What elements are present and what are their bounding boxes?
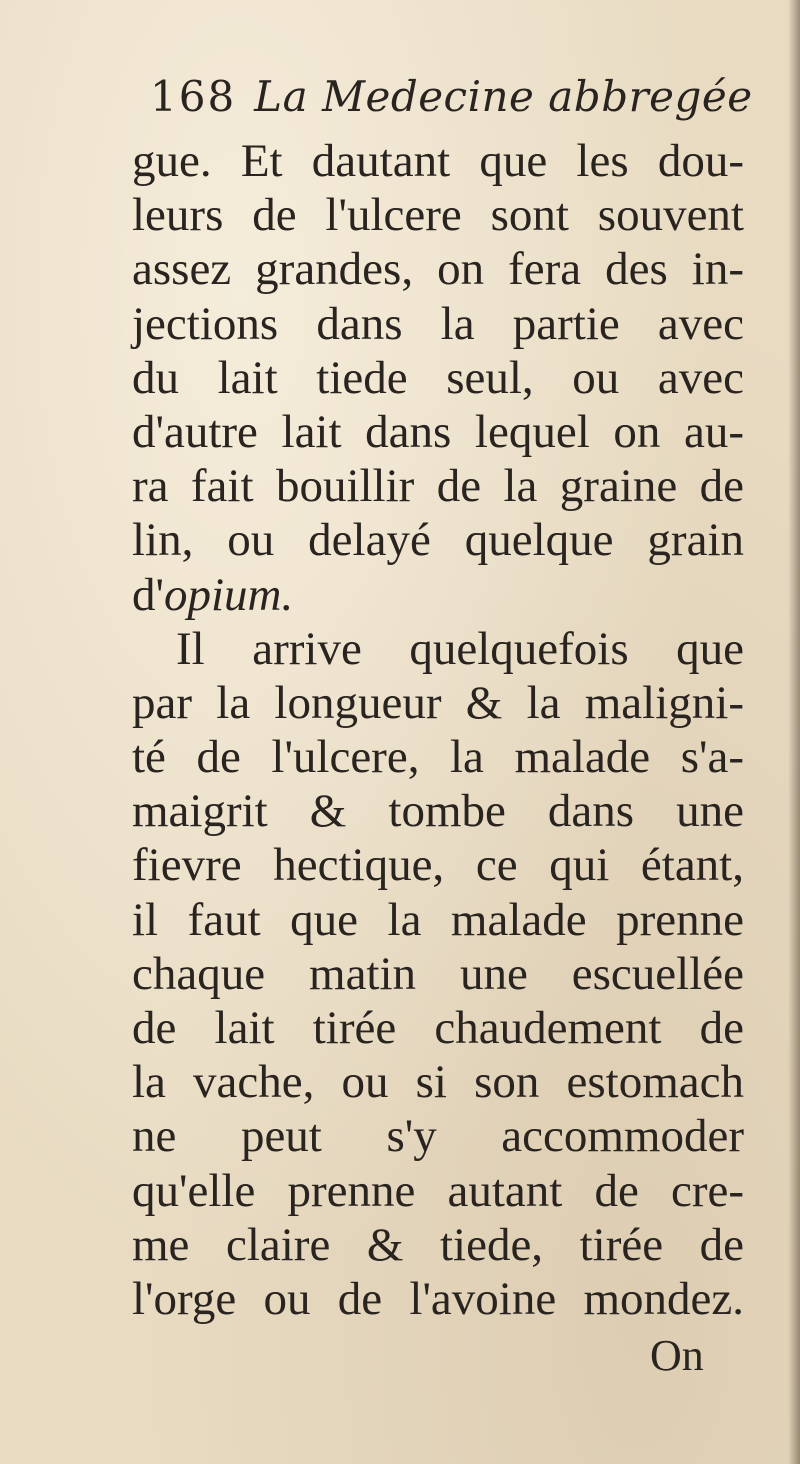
text-line: de lait tirée chaudement de <box>132 1002 744 1054</box>
text-line: il faut que la malade prenne <box>132 893 744 946</box>
text-line: d'autre lait dans lequel on au- <box>132 405 744 458</box>
text-line: leurs de l'ulcere sont souvent <box>132 189 744 242</box>
text-line: par la longueur & la maligni- <box>132 676 744 729</box>
body-text <box>132 134 744 1326</box>
text-line: Il arrive quelquefois que <box>176 622 744 675</box>
text-line: gue. Et dautant que les dou- <box>132 135 744 187</box>
catchword: On <box>650 1331 704 1380</box>
opium-word: opium. <box>163 568 294 621</box>
text-line: assez grandes, on fera des in- <box>132 243 744 296</box>
page-edge-shadow <box>788 0 800 1464</box>
text-line-opium <box>132 568 744 622</box>
text-line: la vache, ou si son estomach <box>132 1056 744 1109</box>
text-line: jections dans la partie avec <box>132 297 744 350</box>
text-line: ne peut s'y accommoder <box>132 1110 744 1163</box>
page-header <box>150 72 753 136</box>
text-line: me claire & tiede, tirée de <box>132 1218 744 1271</box>
text-line: ra fait bouillir de la graine de <box>132 460 744 513</box>
text-line: lin, ou delayé quelque grain <box>132 514 744 567</box>
text-line: l'orge ou de l'avoine mondez. <box>132 1272 744 1325</box>
opium-prefix: d' <box>132 568 164 621</box>
text-line: qu'elle prenne autant de cre- <box>132 1164 744 1217</box>
text-line: maigrit & tombe dans une <box>132 785 744 838</box>
text-line: fievre hectique, ce qui étant, <box>132 839 744 892</box>
page-number: 168 <box>150 72 237 121</box>
text-line: du lait tiede seul, ou avec <box>132 351 744 404</box>
running-title: La Medecine abbregée <box>254 72 753 121</box>
text-line: chaque matin une escuellée <box>132 947 744 1000</box>
text-line: té de l'ulcere, la malade s'a- <box>132 731 744 784</box>
